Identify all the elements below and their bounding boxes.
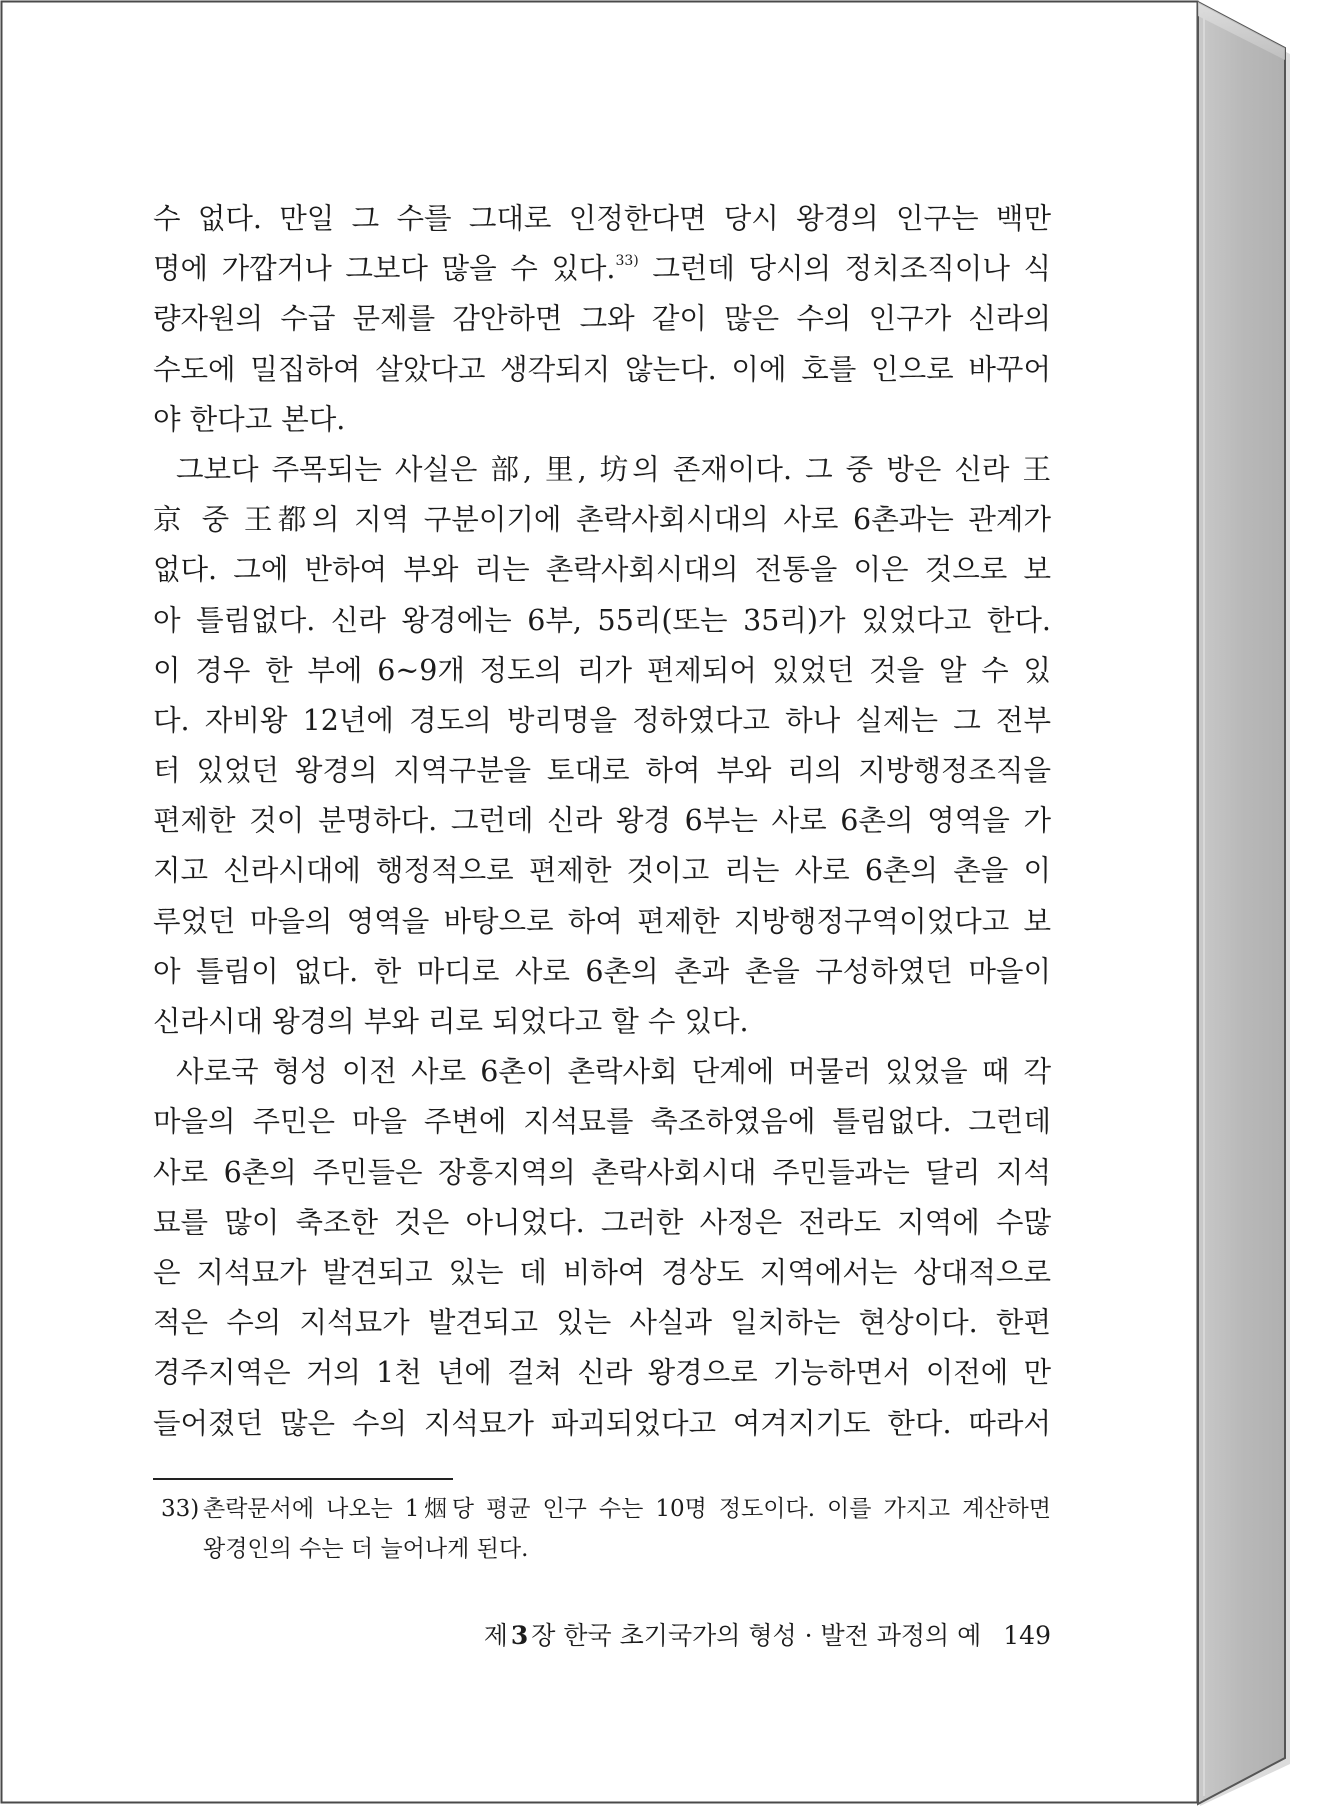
text-line: 수도에 밀집하여 살았다고 생각되지 않는다. 이에 호를 인으로 바꾸어 <box>153 352 1051 386</box>
text-line: 아 틀림없다. 신라 왕경에는 6부, 55리(또는 35리)가 있었다고 한다. <box>153 603 1051 637</box>
page-number: 149 <box>1003 1621 1051 1650</box>
text-line: 마을의 주민은 마을 주변에 지석묘를 축조하였음에 틀림없다. 그런데 <box>153 1105 1051 1139</box>
text-line: 수 없다. 만일 그 수를 그대로 인정한다면 당시 왕경의 인구는 백만 <box>153 202 1051 235</box>
text-line: 묘를 많이 축조한 것은 아니었다. 그러한 사정은 전라도 지역에 수많 <box>153 1205 1051 1239</box>
chapter-title: 한국 초기국가의 형성 · 발전 과정의 예 <box>563 1621 982 1650</box>
text-line: 적은 수의 지석묘가 발견되고 있는 사실과 일치하는 현상이다. 한편 <box>153 1306 1051 1340</box>
footnote-reference: 33) <box>615 253 639 270</box>
text-line: 루었던 마을의 영역을 바탕으로 하여 편제한 지방행정구역이었다고 보 <box>153 904 1051 938</box>
text-line: 京 중 王都의 지역 구분이기에 촌락사회시대의 사로 6촌과는 관계가 <box>153 503 1051 537</box>
text-line: 들어졌던 많은 수의 지석묘가 파괴되었다고 여겨지기도 한다. 따라서 <box>153 1406 1051 1440</box>
chapter-prefix: 제 <box>483 1621 508 1650</box>
text-line: 경주지역은 거의 1천 년에 걸쳐 신라 왕경으로 기능하면서 이전에 만 <box>153 1356 1051 1390</box>
text-line: 없다. 그에 반하여 부와 리는 촌락사회시대의 전통을 이은 것으로 보 <box>153 553 1051 587</box>
text-line: 은 지석묘가 발견되고 있는 데 비하여 경상도 지역에서는 상대적으로 <box>153 1255 1051 1289</box>
footnote-divider <box>153 1478 453 1480</box>
paragraph-first-line: 그보다 주목되는 사실은 部, 里, 坊의 존재이다. 그 중 방은 신라 王 <box>176 452 1051 486</box>
text-line: 편제한 것이 분명하다. 그런데 신라 왕경 6부는 사로 6촌의 영역을 가 <box>153 804 1051 838</box>
text-line: 터 있었던 왕경의 지역구분을 토대로 하여 부와 리의 지방행정조직을 <box>153 754 1051 788</box>
text-line: 다. 자비왕 12년에 경도의 방리명을 정하였다고 하나 실제는 그 전부 <box>153 703 1051 737</box>
footnote-line: 촌락문서에 나오는 1烟당 평균 인구 수는 10명 정도이다. 이를 가지고 계산하면 <box>203 1496 1051 1522</box>
running-footer <box>484 1618 1051 1654</box>
text-line <box>153 244 1051 294</box>
footnote-text <box>203 1489 1051 1569</box>
body-text <box>153 194 1051 1449</box>
chapter-number: 3 <box>510 1621 529 1650</box>
paragraph-first-line: 사로국 형성 이전 사로 6촌이 촌락사회 단계에 머물러 있었을 때 각 <box>176 1055 1051 1089</box>
footnote <box>161 1489 1051 1569</box>
book-edge <box>1198 2 1285 1804</box>
footnote-marker: 33) <box>161 1496 200 1522</box>
text-segment: 그런데 당시의 정치조직이나 식 <box>638 252 1051 286</box>
text-line: 아 틀림이 없다. 한 마디로 사로 6촌의 촌과 촌을 구성하였던 마을이 <box>153 954 1051 988</box>
text-line: 야 한다고 본다. <box>153 402 346 436</box>
text-line: 이 경우 한 부에 6~9개 정도의 리가 편제되어 있었던 것을 알 수 있 <box>153 653 1051 687</box>
chapter-suffix: 장 <box>531 1621 556 1650</box>
footnote-line: 왕경인의 수는 더 늘어나게 된다. <box>203 1536 529 1562</box>
text-line: 량자원의 수급 문제를 감안하면 그와 같이 많은 수의 인구가 신라의 <box>153 302 1051 336</box>
text-line: 사로 6촌의 주민들은 장흥지역의 촌락사회시대 주민들과는 달리 지석 <box>153 1155 1051 1189</box>
text-line: 신라시대 왕경의 부와 리로 되었다고 할 수 있다. <box>153 1005 749 1038</box>
text-line: 지고 신라시대에 행정적으로 편제한 것이고 리는 사로 6촌의 촌을 이 <box>153 854 1051 888</box>
text-segment: 명에 가깝거나 그보다 많을 수 있다. <box>153 252 616 286</box>
